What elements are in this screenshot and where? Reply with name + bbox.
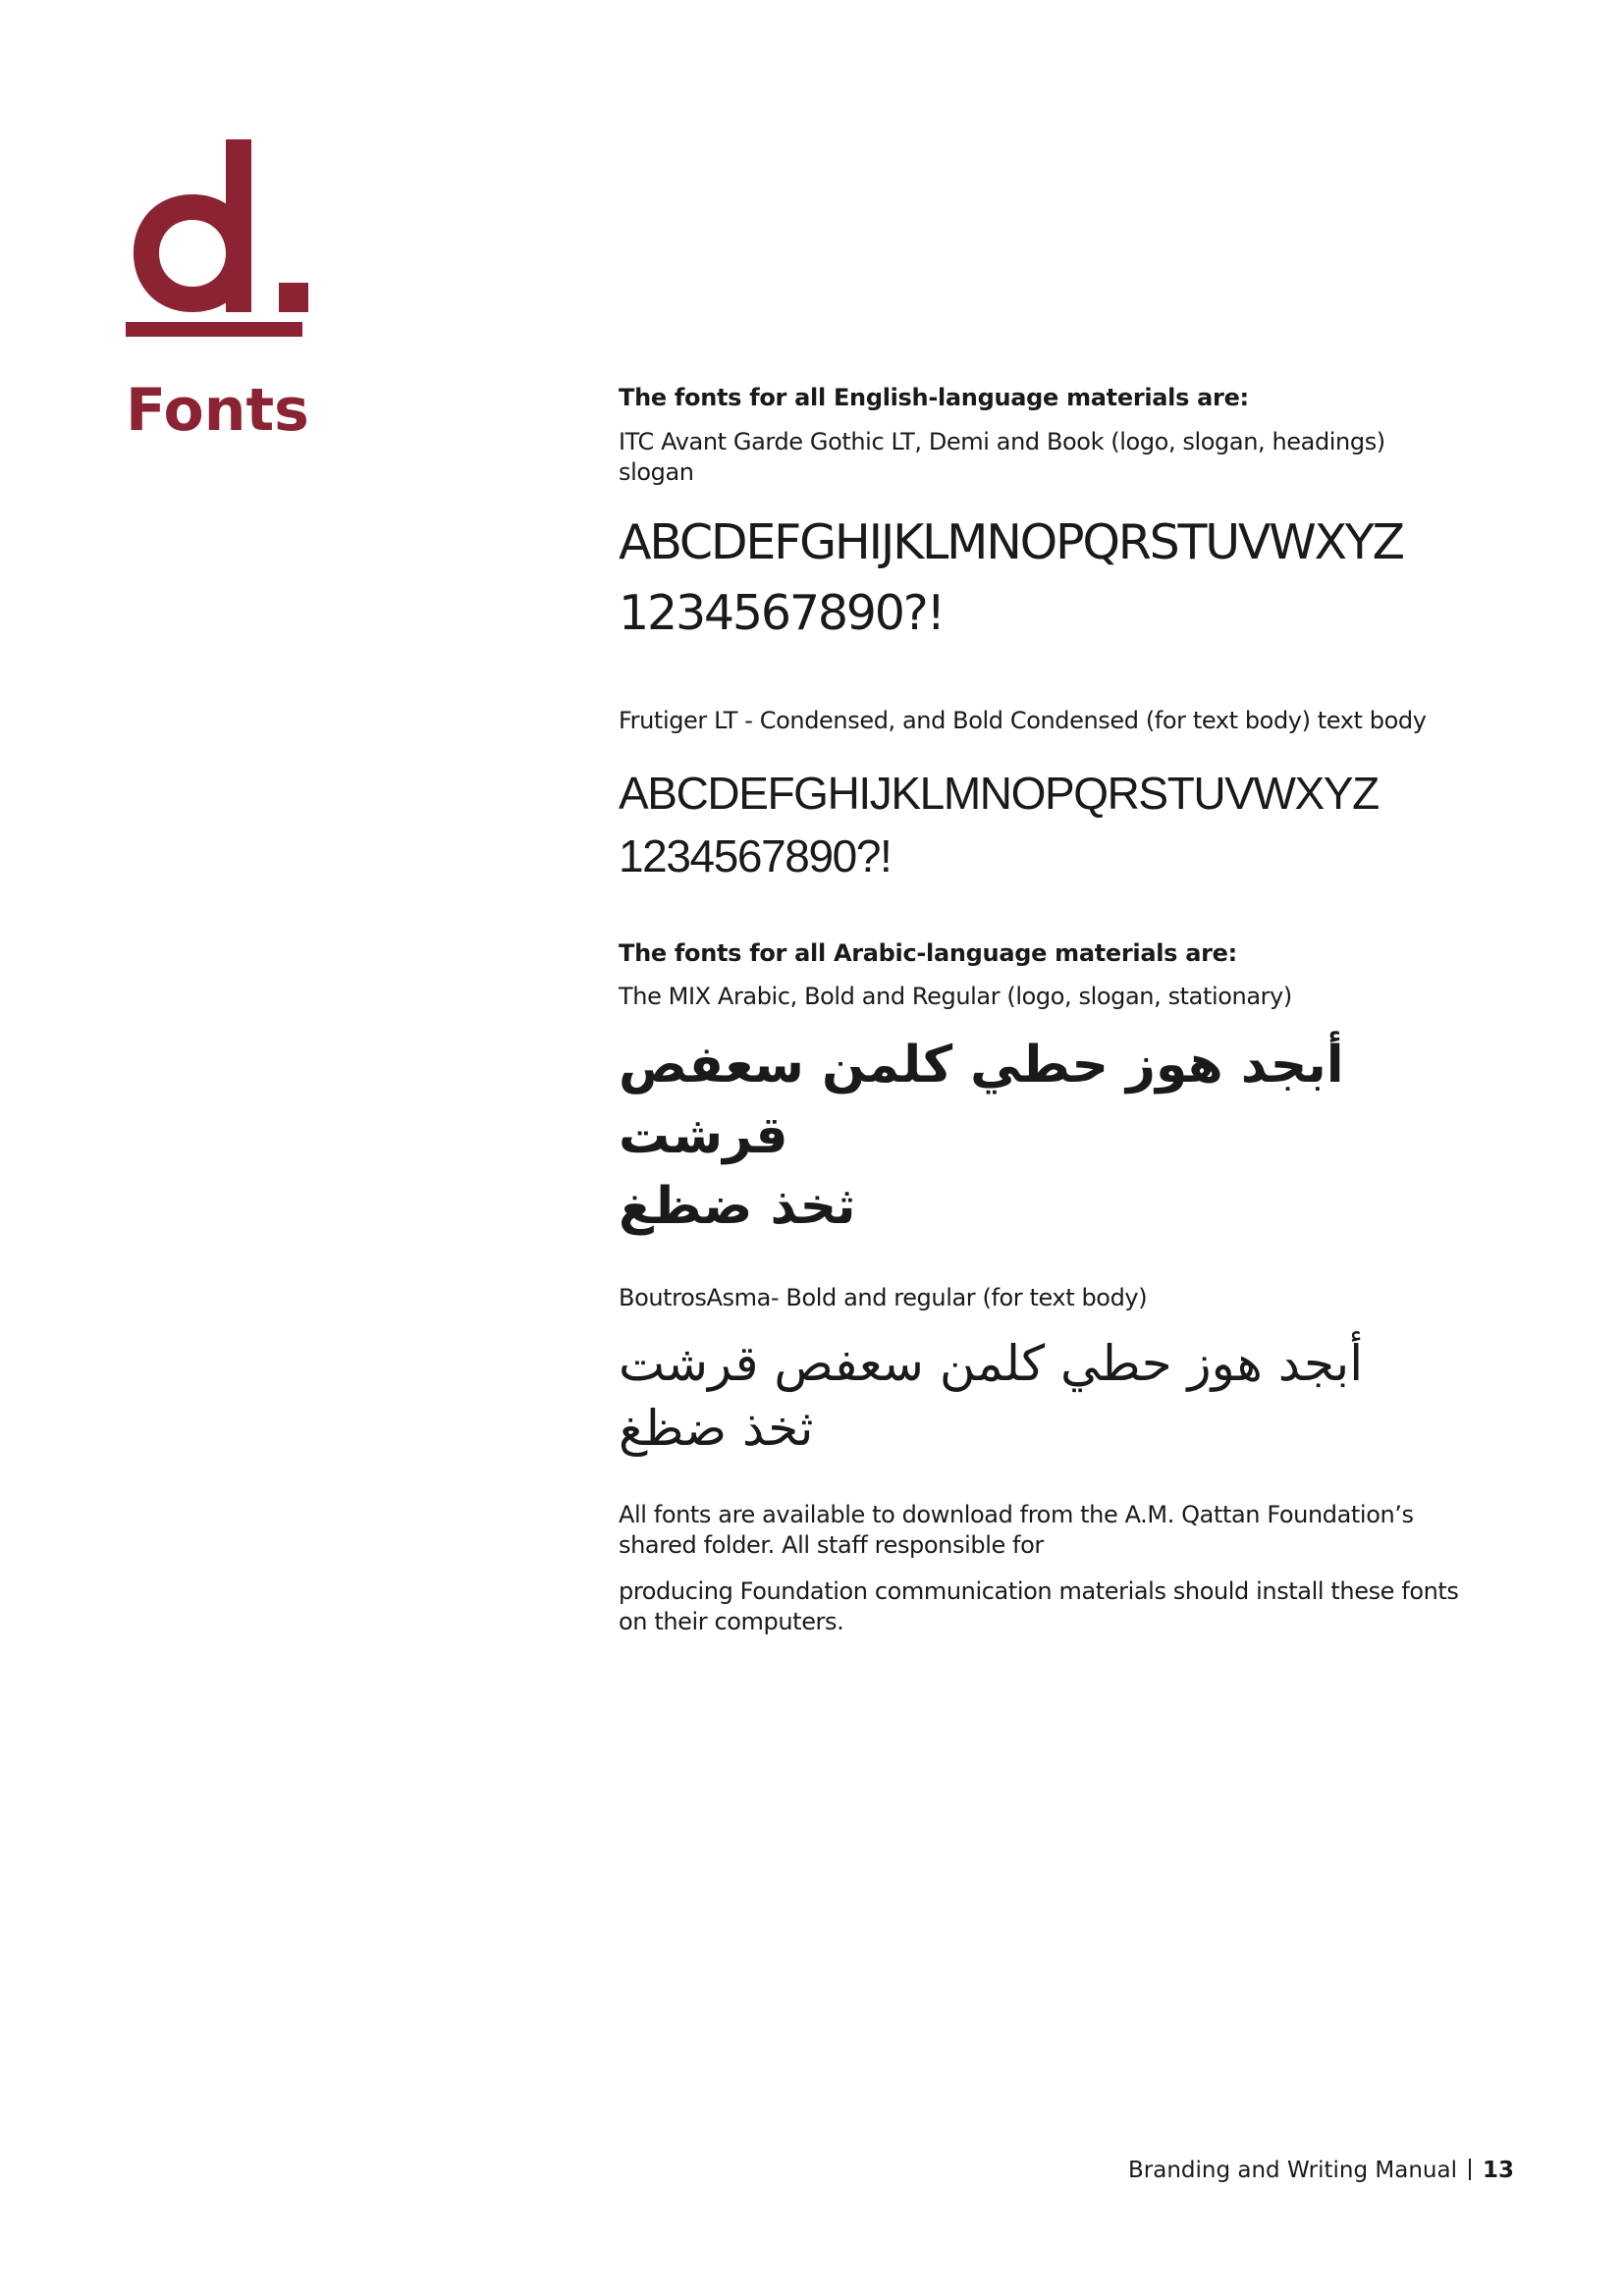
page-footer <box>1128 2156 1514 2185</box>
frutiger-description: Frutiger LT - Condensed, and Bold Condensed (for text body) text body <box>619 707 1427 734</box>
availability-line1: All fonts are available to download from the A.M. Qattan Foundation’s <box>619 1501 1414 1528</box>
mix-arabic-sample-line2: ثخذ ضظغ <box>619 1177 856 1236</box>
page-title: Fonts <box>126 376 309 445</box>
installation-line2: on their computers. <box>619 1608 844 1635</box>
avant-garde-desc-line1: ITC Avant Garde Gothic LT, Demi and Book (logo, slogan, headings) <box>619 428 1385 455</box>
availability-line2: shared folder. All staff responsible for <box>619 1531 1044 1559</box>
arabic-fonts-heading: The fonts for all Arabic-language materials are: <box>619 939 1237 967</box>
avant-garde-letters-sample: ABCDEFGHIJKLMNOPQRSTUVWXYZ <box>619 514 1403 570</box>
fonts-content <box>619 381 1502 1637</box>
avant-garde-numbers-sample: 1234567890?! <box>619 585 945 641</box>
avant-garde-desc-line2: slogan <box>619 458 694 486</box>
installation-paragraph <box>619 1576 1502 1637</box>
availability-paragraph <box>619 1500 1502 1561</box>
installation-line1: producing Foundation communication materials should install these fonts <box>619 1577 1459 1605</box>
boutros-asma-description: BoutrosAsma- Bold and regular (for text body) <box>619 1284 1148 1311</box>
footer-title: Branding and Writing Manual <box>1127 2158 1457 2183</box>
avant-garde-description <box>619 427 1502 488</box>
footer-divider <box>1469 2159 1471 2180</box>
boutros-asma-sample-line2: ثخذ ضظغ <box>619 1400 814 1457</box>
mix-arabic-sample-line1: أبجد هوز حطي كلمن سعفص قرشت <box>619 1036 1344 1165</box>
boutros-asma-sample-line1: أبجد هوز حطي كلمن سعفص قرشت <box>619 1335 1364 1392</box>
english-fonts-heading: The fonts for all English-language materials are: <box>619 384 1249 411</box>
page-number: 13 <box>1482 2158 1514 2183</box>
d-logo-icon <box>126 137 312 339</box>
frutiger-numbers-sample: 1234567890?! <box>619 830 892 881</box>
mix-arabic-description: The MIX Arabic, Bold and Regular (logo, slogan, stationary) <box>619 983 1292 1010</box>
frutiger-letters-sample: ABCDEFGHIJKLMNOPQRSTUVWXYZ <box>619 768 1379 819</box>
